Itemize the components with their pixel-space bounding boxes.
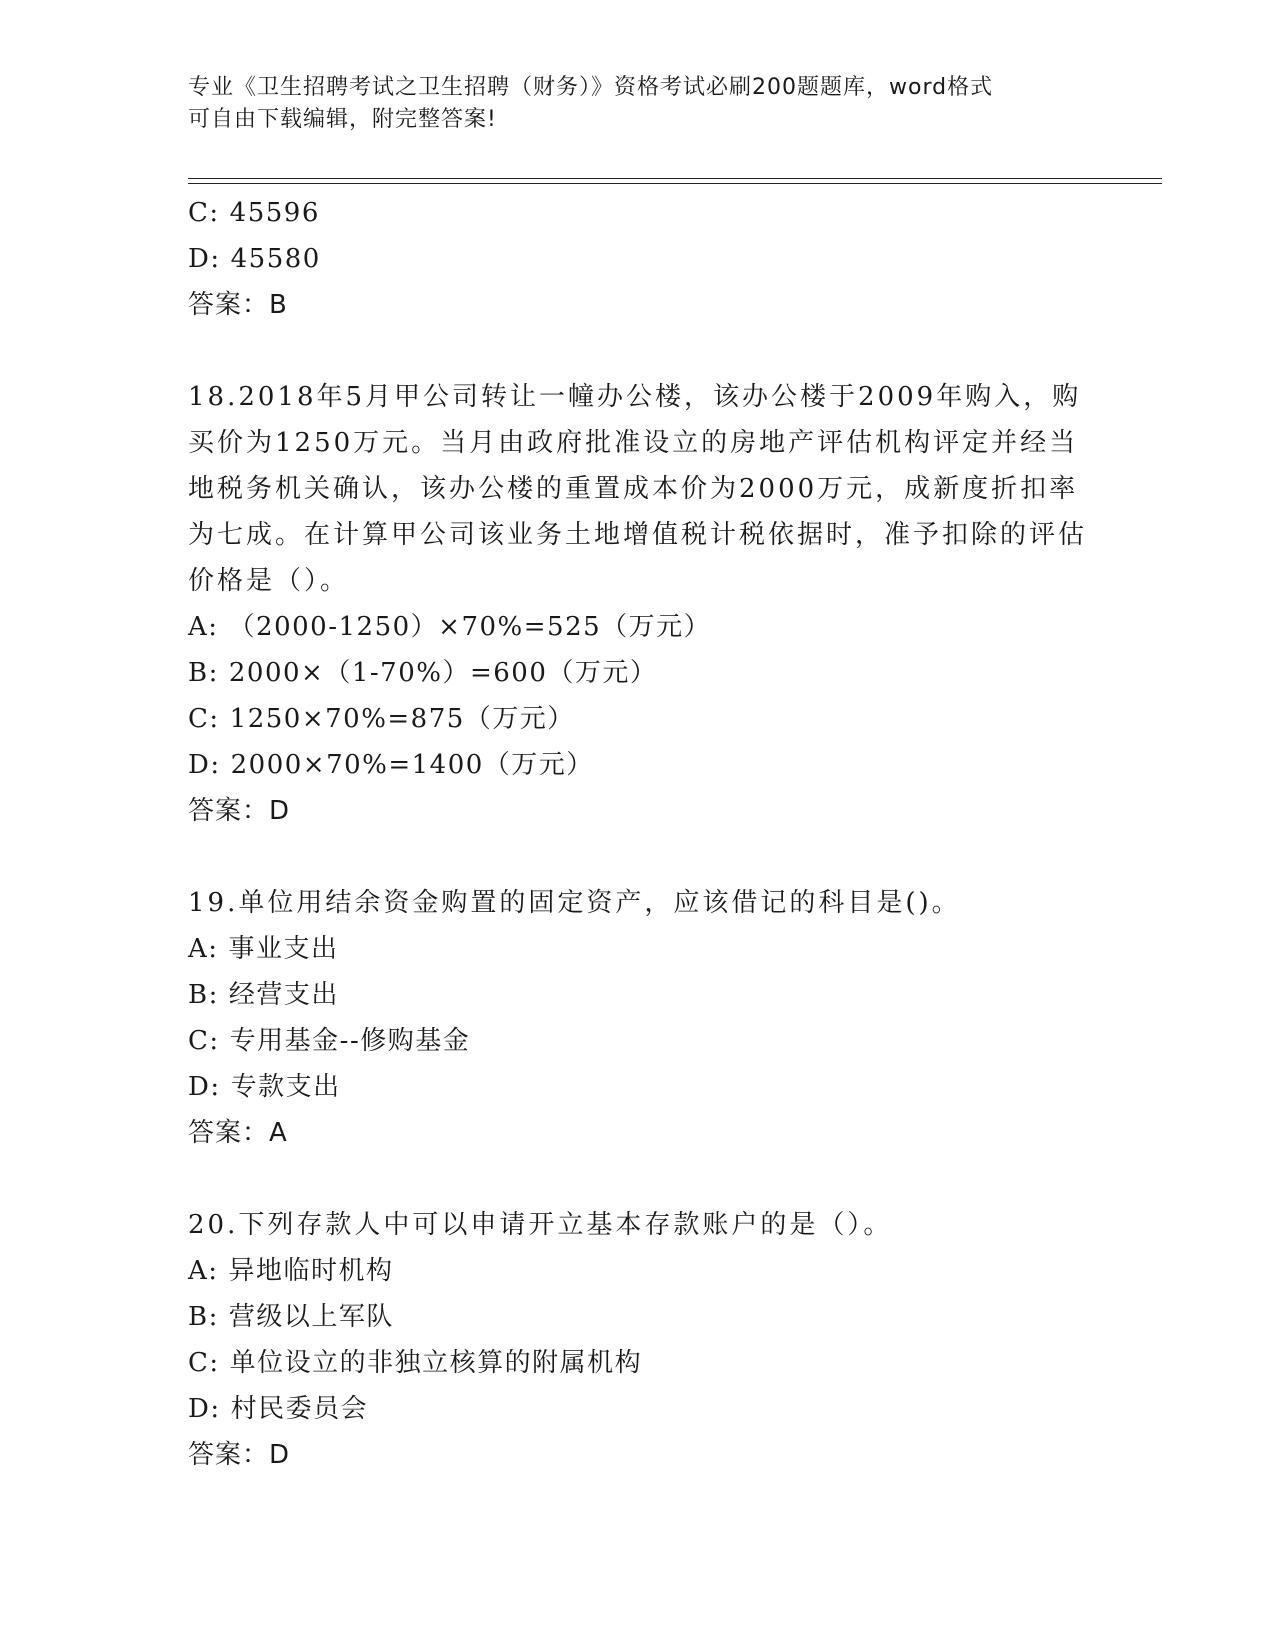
question-17-tail	[188, 190, 1088, 328]
option-a: A: 事业支出	[188, 934, 339, 964]
document-header	[188, 72, 1068, 136]
spacer	[188, 834, 1088, 880]
question-18	[188, 374, 1088, 834]
spacer	[188, 328, 1088, 374]
answer: 答案：A	[188, 1118, 288, 1148]
option-b: B: 经营支出	[188, 980, 339, 1010]
header-rule-bottom	[188, 183, 1162, 184]
question-stem: 20.下列存款人中可以申请开立基本存款账户的是（）。	[188, 1210, 893, 1240]
header-line-2: 可自由下载编辑，附完整答案!	[188, 107, 497, 132]
option-b: B: 2000×（1-70%）=600（万元）	[188, 658, 658, 688]
spacer	[188, 1156, 1088, 1202]
question-20	[188, 1202, 1088, 1478]
document-body	[188, 190, 1088, 1478]
header-rule-top	[188, 178, 1162, 179]
option-a: A: 异地临时机构	[188, 1256, 394, 1286]
answer: 答案：D	[188, 796, 291, 826]
option-c: C: 单位设立的非独立核算的附属机构	[188, 1348, 643, 1378]
answer: 答案：B	[188, 290, 288, 320]
question-stem: 18.2018年5月甲公司转让一幢办公楼，该办公楼于2009年购入，购买价为1250万元。当月由政府批准设立的房地产评估机构评定并经当地税务机关确认，该办公楼的重置成本价为2000万元，成新度折扣率为七成。在计算甲公司该业务土地增值税计税依据时，准予扣除的评估价格是（）。	[188, 382, 1088, 596]
question-stem: 19.单位用结余资金购置的固定资产，应该借记的科目是()。	[188, 888, 961, 918]
question-19	[188, 880, 1088, 1156]
option-c: C: 45596	[188, 198, 320, 228]
option-c: C: 专用基金--修购基金	[188, 1026, 471, 1056]
option-d: D: 2000×70%=1400（万元）	[188, 750, 594, 780]
option-b: B: 营级以上军队	[188, 1302, 394, 1332]
option-d: D: 45580	[188, 244, 321, 274]
option-c: C: 1250×70%=875（万元）	[188, 704, 575, 734]
option-d: D: 专款支出	[188, 1072, 341, 1102]
option-a: A: （2000-1250）×70%=525（万元）	[188, 612, 712, 642]
option-d: D: 村民委员会	[188, 1394, 369, 1424]
header-line-1: 专业《卫生招聘考试之卫生招聘（财务）》资格考试必刷200题题库，word格式	[188, 75, 994, 100]
answer: 答案：D	[188, 1440, 291, 1470]
